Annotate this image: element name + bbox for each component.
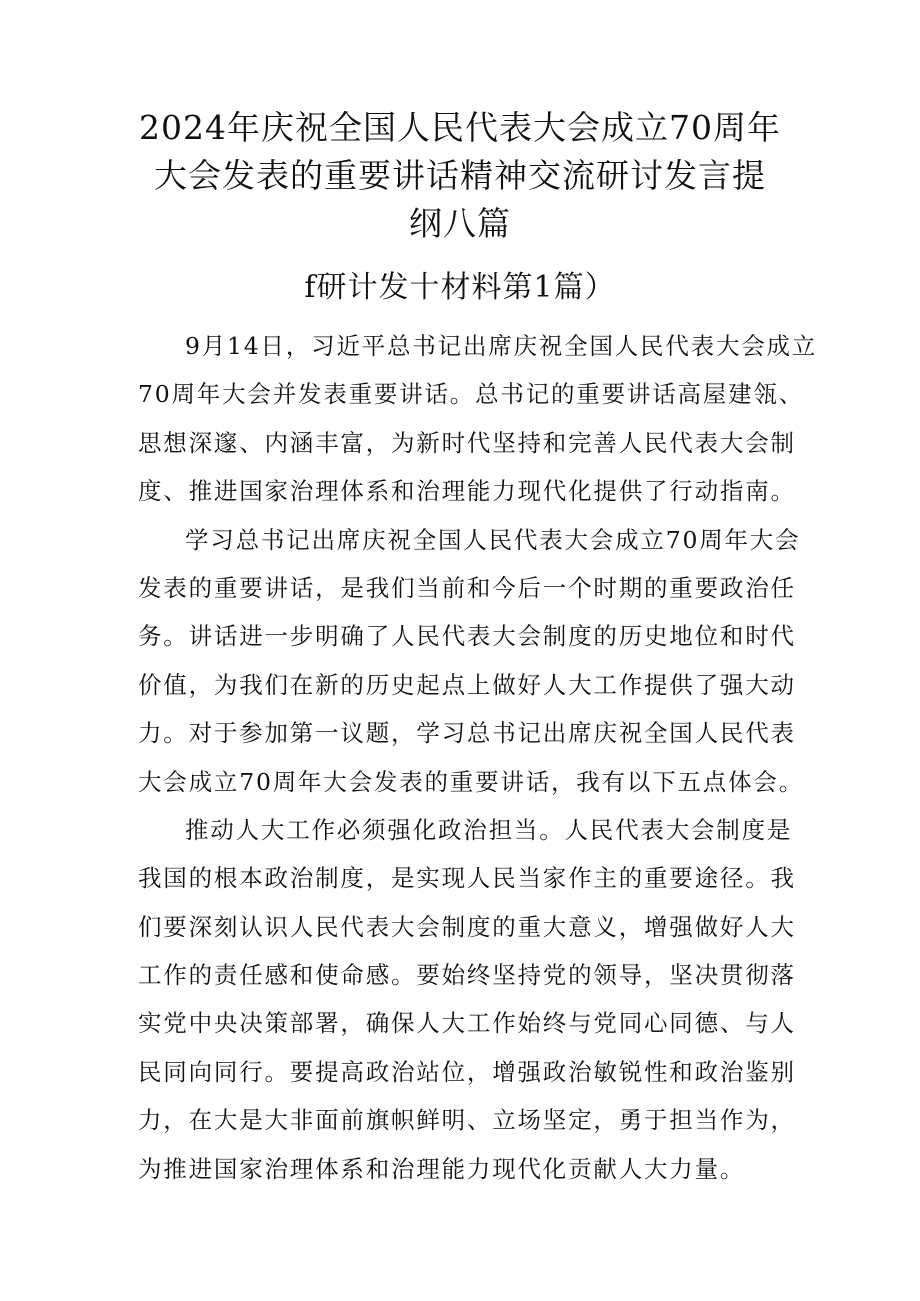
text-line: 工作的责任感和使命感。要始终坚持党的领导，坚决贯彻落 [138, 961, 796, 990]
text-line: 为推进国家治理体系和治理能力现代化贡献人大力量。 [138, 1154, 746, 1183]
text-line: 发表的重要讲话，是我们当前和今后一个时期的重要政治任 [138, 573, 796, 602]
paragraph-3 [138, 806, 796, 1193]
text-line: 力。对于参加第一议题，学习总书记出席庆祝全国人民代表 [138, 719, 796, 748]
text-line: 推动人大工作必须强化政治担当。人民代表大会制度是 [185, 815, 793, 844]
title-line: 2024年庆祝全国人民代表大会成立70周年 [139, 108, 781, 147]
paragraph-2 [138, 516, 805, 806]
text-line: 务。讲话进一步明确了人民代表大会制度的历史地位和时代 [138, 622, 796, 651]
text-line: 9月14日，习近平总书记出席庆祝全国人民代表大会成立 [185, 332, 818, 360]
text-line: 我国的根本政治制度，是实现人民当家作主的重要途径。我 [138, 864, 796, 893]
document-body [138, 322, 818, 1193]
text-line: 学习总书记出席庆祝全国人民代表大会成立70周年大会 [185, 525, 801, 554]
text-line: 力，在大是大非面前旗帜鲜明、立场坚定，勇于担当作为， [138, 1106, 796, 1135]
text-line: 实党中央决策部署，确保人大工作始终与党同心同德、与人 [138, 1009, 796, 1038]
text-line: 思想深邃、内涵丰富，为新时代坚持和完善人民代表大会制 [138, 428, 796, 457]
text-line: 民同向同行。要提高政治站位，增强政治敏锐性和政治鉴别 [138, 1057, 796, 1086]
text-line: 度、推进国家治理体系和治理能力现代化提供了行动指南。 [138, 477, 796, 506]
text-line: 70周年大会并发表重要讲话。总书记的重要讲话高屋建瓴、 [138, 380, 805, 409]
document-title [120, 104, 800, 248]
text-line: 价值，为我们在新的历史起点上做好人大工作提供了强大动 [138, 670, 796, 699]
title-line: 纲八篇 [409, 204, 511, 243]
text-line: 大会成立70周年大会发表的重要讲话，我有以下五点体会。 [138, 767, 805, 796]
text-line: 们要深刻认识人民代表大会制度的重大意义，增强做好人大 [138, 912, 796, 941]
section-heading: f研计发十材料第1篇） [304, 270, 616, 305]
title-line: 大会发表的重要讲话精神交流研讨发言提 [154, 156, 766, 195]
paragraph-1 [138, 322, 818, 516]
